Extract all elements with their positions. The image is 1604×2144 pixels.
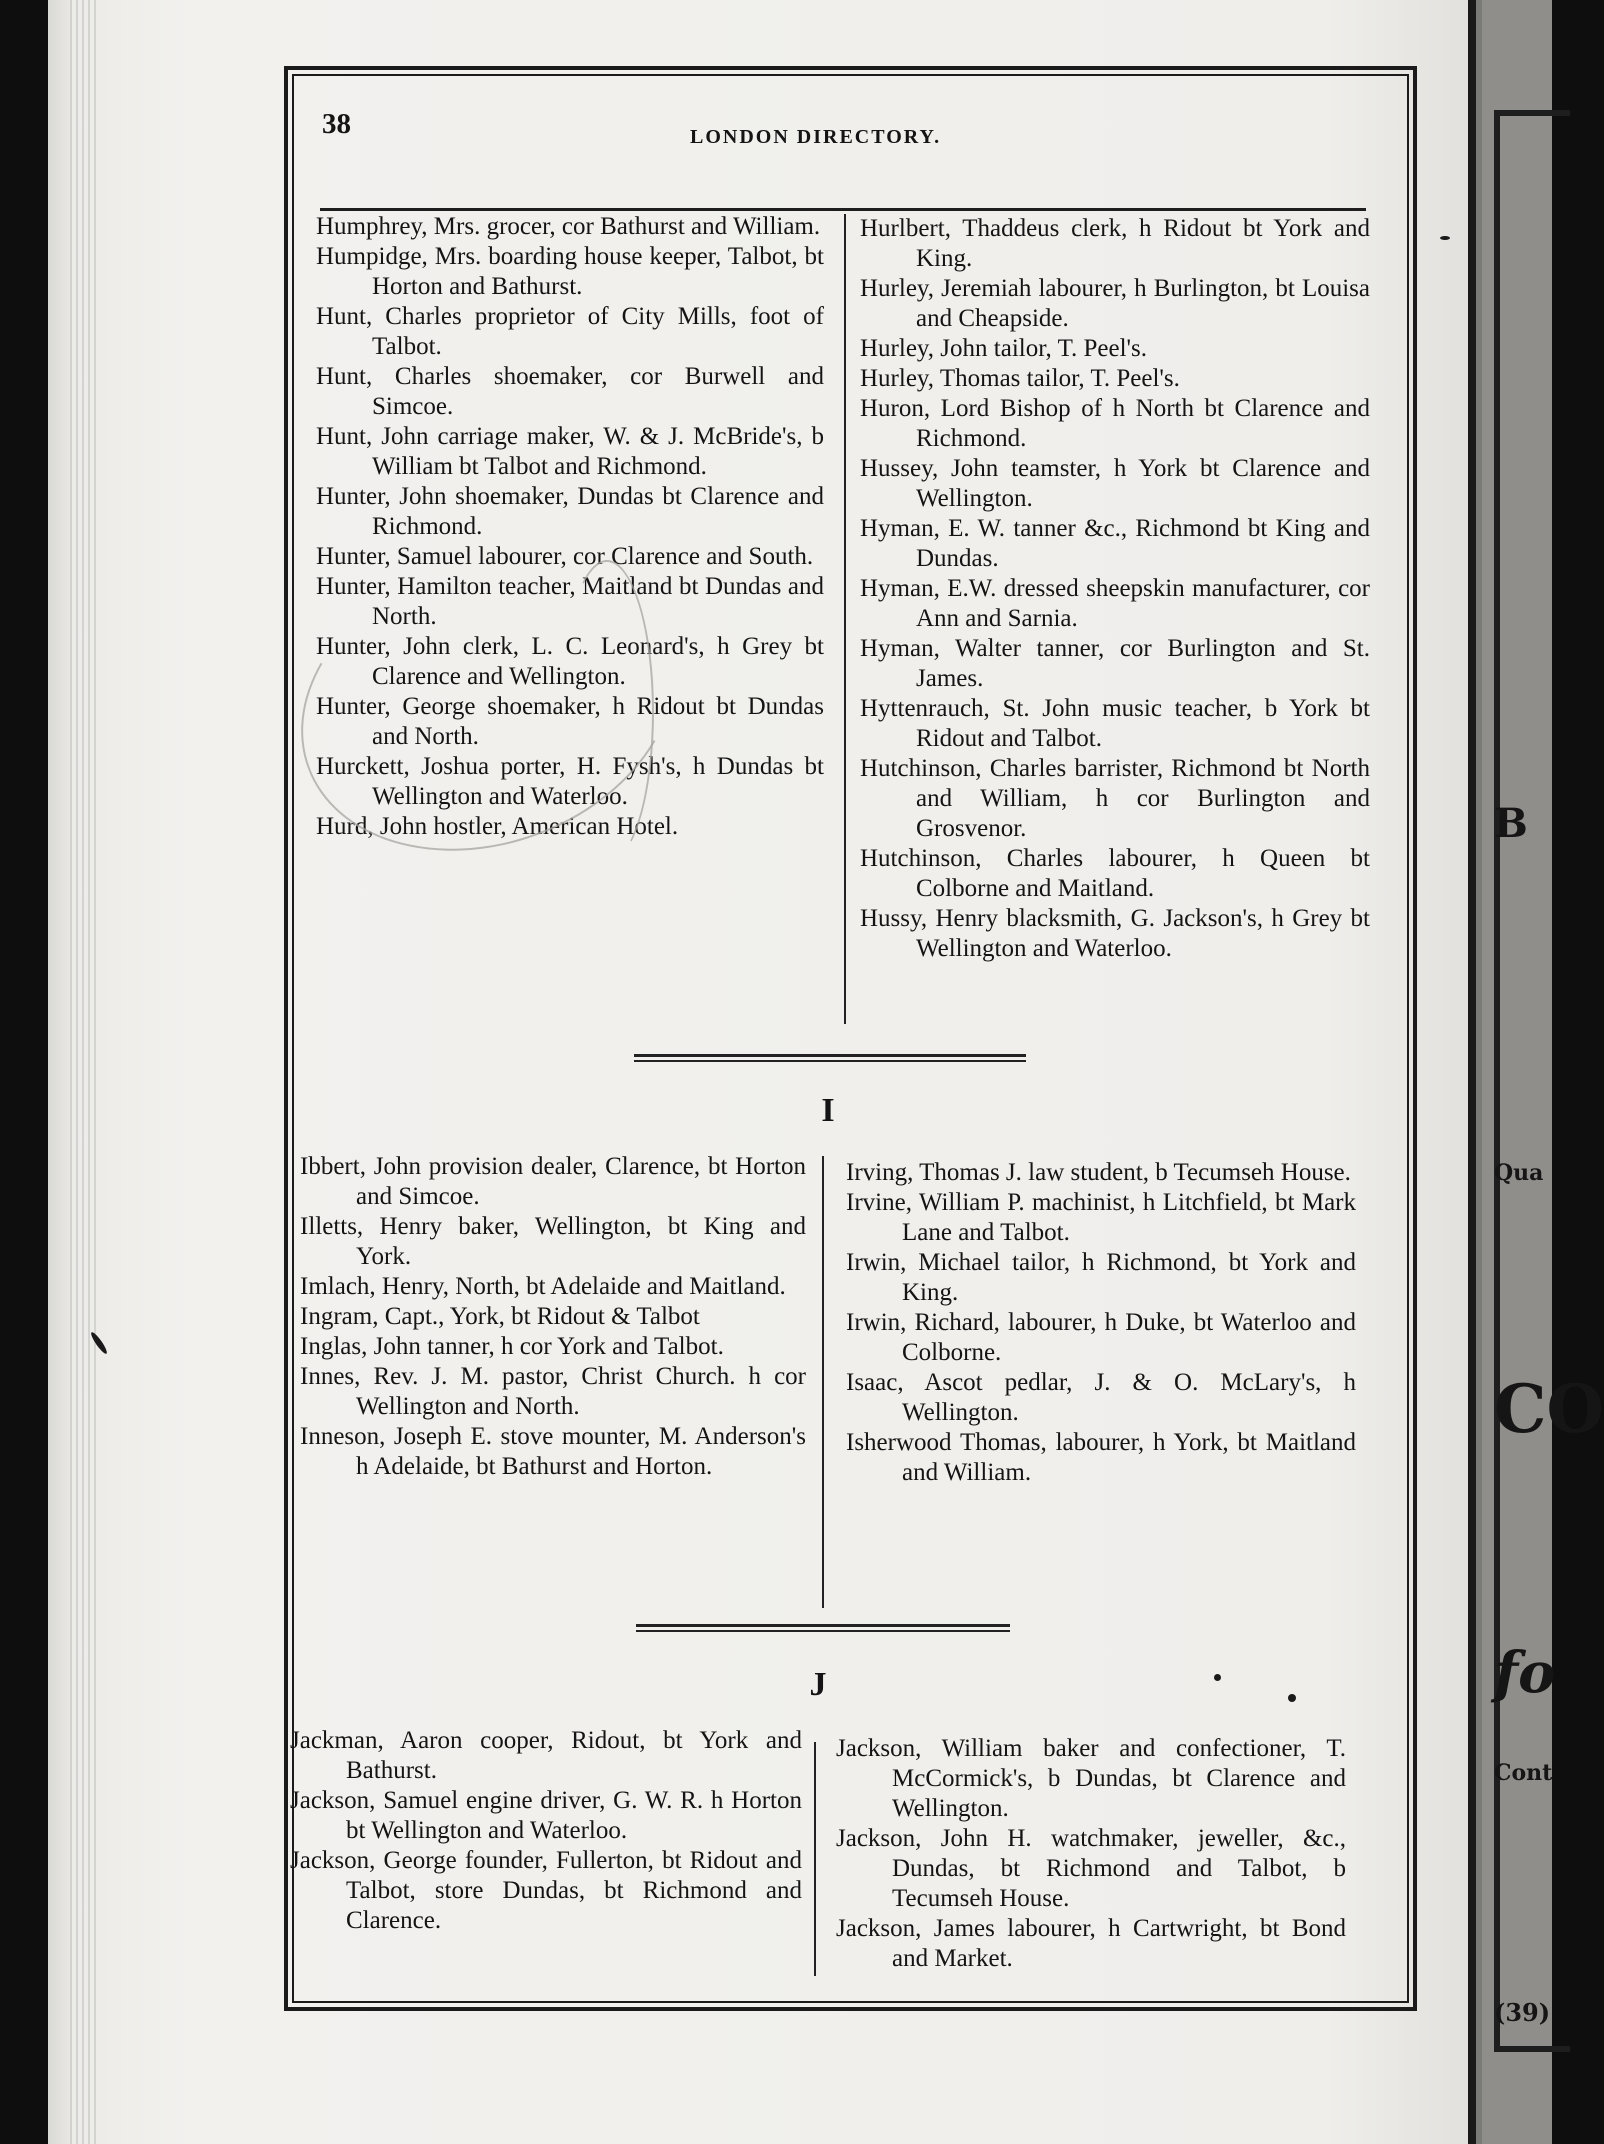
directory-entry: Irwin, Michael tailor, h Richmond, bt York and King.	[846, 1249, 1356, 1306]
column-i-right	[846, 1158, 1356, 1488]
pencil-mark	[560, 560, 654, 864]
section-letter-i: I	[821, 1092, 835, 1129]
directory-entry: Hurd, John hostler, American Hotel.	[316, 813, 679, 840]
column-h-right	[860, 214, 1370, 964]
facing-page-fragment: Cont	[1494, 1760, 1553, 1786]
column-i-left	[300, 1152, 806, 1482]
directory-entry: Inneson, Joseph E. stove mounter, M. Anderson's h Adelaide, bt Bathurst and Horton.	[300, 1423, 806, 1480]
directory-entry: Ingram, Capt., York, bt Ridout & Talbot	[300, 1303, 700, 1330]
facing-page-fragment: Qua	[1494, 1160, 1544, 1186]
directory-entry: Irvine, William P. machinist, h Litchfield, bt Mark Lane and Talbot.	[846, 1189, 1356, 1246]
directory-entry: Humphrey, Mrs. grocer, cor Bathurst and William.	[316, 213, 821, 240]
directory-entry: Hussey, John teamster, h York bt Clarence and Wellington.	[860, 455, 1370, 512]
directory-entry: Hunter, George shoemaker, h Ridout bt Dundas and North.	[316, 693, 824, 750]
ink-mark	[1214, 1674, 1221, 1681]
header-rule	[320, 208, 1366, 211]
directory-entry: Inglas, John tanner, h cor York and Talbot.	[300, 1333, 724, 1360]
directory-entry: Hutchinson, Charles barrister, Richmond bt North and William, h cor Burlington and Grosvenor.	[860, 755, 1370, 842]
directory-entry: Innes, Rev. J. M. pastor, Christ Church. h cor Wellington and North.	[300, 1363, 806, 1420]
directory-entry: Irving, Thomas J. law student, b Tecumseh House.	[846, 1159, 1351, 1186]
directory-entry: Hutchinson, Charles labourer, h Queen bt Colborne and Maitland.	[860, 845, 1370, 902]
directory-entry: Hunter, John clerk, L. C. Leonard's, h Grey bt Clarence and Wellington.	[316, 633, 824, 690]
directory-entry: Hurley, John tailor, T. Peel's.	[860, 335, 1148, 362]
column-divider	[822, 1156, 824, 1608]
directory-entry: Hunt, Charles shoemaker, cor Burwell and Simcoe.	[316, 363, 824, 420]
column-j-left	[290, 1726, 802, 1936]
directory-entry: Hunt, Charles proprietor of City Mills, foot of Talbot.	[316, 303, 824, 360]
directory-entry: Hurley, Thomas tailor, T. Peel's.	[860, 365, 1180, 392]
ink-mark	[1440, 236, 1450, 240]
directory-entry: Hurckett, Joshua porter, H. Fysh's, h Dundas bt Wellington and Waterloo.	[316, 753, 824, 810]
directory-entry: Hyman, E.W. dressed sheepskin manufacturer, cor Ann and Sarnia.	[860, 575, 1370, 632]
directory-entry: Hyman, E. W. tanner &c., Richmond bt King and Dundas.	[860, 515, 1370, 572]
directory-entry: Irwin, Richard, labourer, h Duke, bt Waterloo and Colborne.	[846, 1309, 1356, 1366]
directory-entry: Hurlbert, Thaddeus clerk, h Ridout bt York and King.	[860, 215, 1370, 272]
directory-entry: Jackson, James labourer, h Cartwright, bt Bond and Market.	[836, 1915, 1346, 1972]
facing-page-fragment: CO	[1494, 1370, 1604, 1448]
directory-entry: Hyttenrauch, St. John music teacher, b York bt Ridout and Talbot.	[860, 695, 1370, 752]
directory-entry: Hyman, Walter tanner, cor Burlington and St. James.	[860, 635, 1370, 692]
directory-entry: Hussy, Henry blacksmith, G. Jackson's, h Grey bt Wellington and Waterloo.	[860, 905, 1370, 962]
directory-entry: Huron, Lord Bishop of h North bt Clarence and Richmond.	[860, 395, 1370, 452]
directory-entry: Imlach, Henry, North, bt Adelaide and Maitland.	[300, 1273, 786, 1300]
facing-page-fragment: B	[1494, 800, 1528, 847]
column-divider	[844, 214, 846, 1024]
directory-entry: Hunt, John carriage maker, W. & J. McBride's, b William bt Talbot and Richmond.	[316, 423, 824, 480]
directory-entry: Hunter, Samuel labourer, cor Clarence and South.	[316, 543, 814, 570]
directory-entry: Jackson, William baker and confectioner, T. McCormick's, b Dundas, bt Clarence and Wellington.	[836, 1735, 1346, 1822]
book-spine-edge	[70, 0, 96, 2144]
directory-entry: Jackson, George founder, Fullerton, bt Ridout and Talbot, store Dundas, bt Richmond and Clarence.	[290, 1847, 802, 1934]
section-letter-j: J	[809, 1666, 827, 1703]
running-head: LONDON DIRECTORY.	[690, 126, 942, 148]
column-divider	[814, 1742, 816, 1976]
directory-entry: Jackson, Samuel engine driver, G. W. R. h Horton bt Wellington and Waterloo.	[290, 1787, 802, 1844]
ink-mark	[1288, 1694, 1296, 1702]
page-number: 38	[322, 108, 351, 140]
facing-page-strip	[1468, 0, 1604, 2144]
section-divider	[634, 1054, 1026, 1062]
directory-entry: Jackson, John H. watchmaker, jeweller, &c., Dundas, bt Richmond and Talbot, b Tecumseh House.	[836, 1825, 1346, 1912]
directory-entry: Hunter, Hamilton teacher, Maitland bt Dundas and North.	[316, 573, 824, 630]
directory-entry: Jackman, Aaron cooper, Ridout, bt York and Bathurst.	[290, 1727, 802, 1784]
directory-entry: Isherwood Thomas, labourer, h York, bt Maitland and William.	[846, 1429, 1356, 1486]
directory-entry: Humpidge, Mrs. boarding house keeper, Talbot, bt Horton and Bathurst.	[316, 243, 824, 300]
facing-page-fragment: fo	[1494, 1640, 1556, 1706]
directory-entry: Illetts, Henry baker, Wellington, bt King and York.	[300, 1213, 806, 1270]
section-divider	[636, 1624, 1010, 1632]
facing-page-fragment: (39)	[1494, 1998, 1551, 2027]
column-j-right	[836, 1734, 1346, 1974]
directory-entry: Hurley, Jeremiah labourer, h Burlington, bt Louisa and Cheapside.	[860, 275, 1370, 332]
directory-entry: Hunter, John shoemaker, Dundas bt Clarence and Richmond.	[316, 483, 824, 540]
directory-entry: Isaac, Ascot pedlar, J. & O. McLary's, h Wellington.	[846, 1369, 1356, 1426]
directory-entry: Ibbert, John provision dealer, Clarence, bt Horton and Simcoe.	[300, 1153, 806, 1210]
